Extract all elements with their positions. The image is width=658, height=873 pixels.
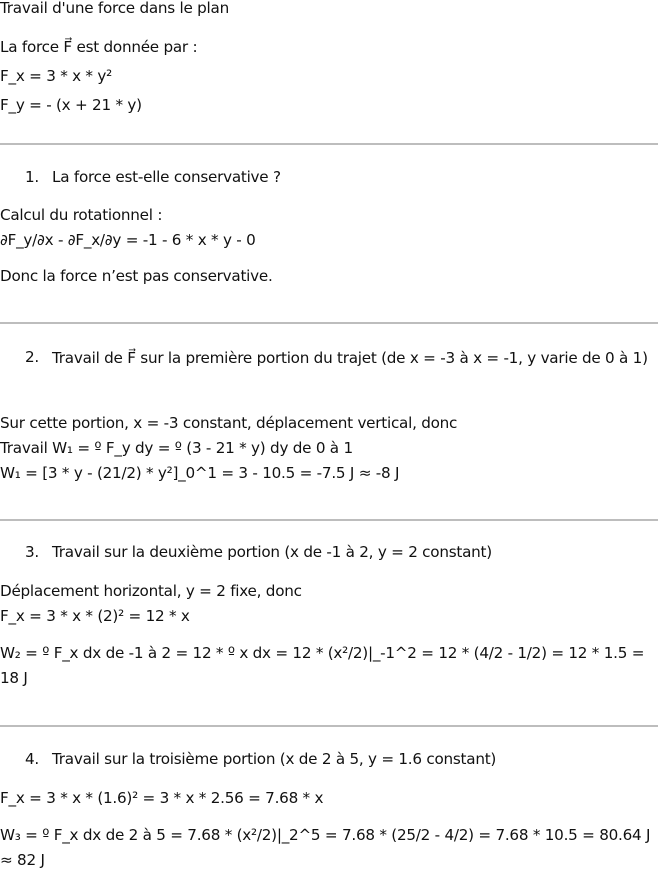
divider xyxy=(0,725,658,727)
section-4-body xyxy=(0,787,658,873)
intro-block xyxy=(0,0,658,20)
body-line: F_x = 3 * x * (2)² = 12 * x xyxy=(0,607,190,625)
section-1-heading xyxy=(25,166,652,189)
section-1-body xyxy=(0,204,658,288)
body-line: Sur cette portion, x = -3 constant, déplacement vertical, donc xyxy=(0,414,458,432)
section-3-body xyxy=(0,580,658,691)
section-2-heading xyxy=(25,346,652,371)
document-title: Travail d'une force dans le plan xyxy=(0,0,229,17)
divider xyxy=(0,322,658,324)
body-line: W₃ = º F_x dx de 2 à 5 = 7.68 * (x²/2)|_2^5 = 7.68 * (25/2 - 4/2) = 7.68 * 10.5 = 80.64 J ≈ 82 J xyxy=(0,826,655,869)
force-fy: F_y = - (x + 21 * y) xyxy=(0,96,142,114)
force-definition xyxy=(0,36,658,117)
section-4-heading xyxy=(25,748,652,771)
list-number: 3. xyxy=(25,543,39,561)
section-heading-text: Travail sur la deuxième portion (x de -1 à 2, y = 2 constant) xyxy=(52,543,492,561)
body-line: Travail W₁ = º F_y dy = º (3 - 21 * y) dy de 0 à 1 xyxy=(0,439,353,457)
list-number: 1. xyxy=(25,168,39,186)
section-heading-text: La force est-elle conservative ? xyxy=(52,168,281,186)
force-intro-line: La force F⃗ est donnée par : xyxy=(0,38,198,56)
list-number: 2. xyxy=(25,348,39,366)
body-line: F_x = 3 * x * (1.6)² = 3 * x * 2.56 = 7.68 * x xyxy=(0,789,324,807)
section-3-heading xyxy=(25,541,652,564)
body-line: Donc la force n’est pas conservative. xyxy=(0,267,273,285)
section-heading-text: Travail de F⃗ sur la première portion du trajet (de x = -3 à x = -1, y varie de 0 à 1) xyxy=(52,349,648,367)
force-fx: F_x = 3 * x * y² xyxy=(0,67,112,85)
section-heading-text: Travail sur la troisième portion (x de 2 à 5, y = 1.6 constant) xyxy=(52,750,497,768)
divider xyxy=(0,143,658,145)
section-2-body xyxy=(0,412,658,485)
list-number: 4. xyxy=(25,750,39,768)
body-line: Calcul du rotationnel : xyxy=(0,206,163,224)
body-line: Déplacement horizontal, y = 2 fixe, donc xyxy=(0,582,302,600)
body-line: W₁ = [3 * y - (21/2) * y²]_0^1 = 3 - 10.5 = -7.5 J ≈ -8 J xyxy=(0,464,400,482)
body-line: W₂ = º F_x dx de -1 à 2 = 12 * º x dx = 12 * (x²/2)|_-1^2 = 12 * (4/2 - 1/2) = 12 * 1.5 = 18 J xyxy=(0,644,649,687)
body-line: ∂F_y/∂x - ∂F_x/∂y = -1 - 6 * x * y - 0 xyxy=(0,231,256,249)
divider xyxy=(0,519,658,521)
